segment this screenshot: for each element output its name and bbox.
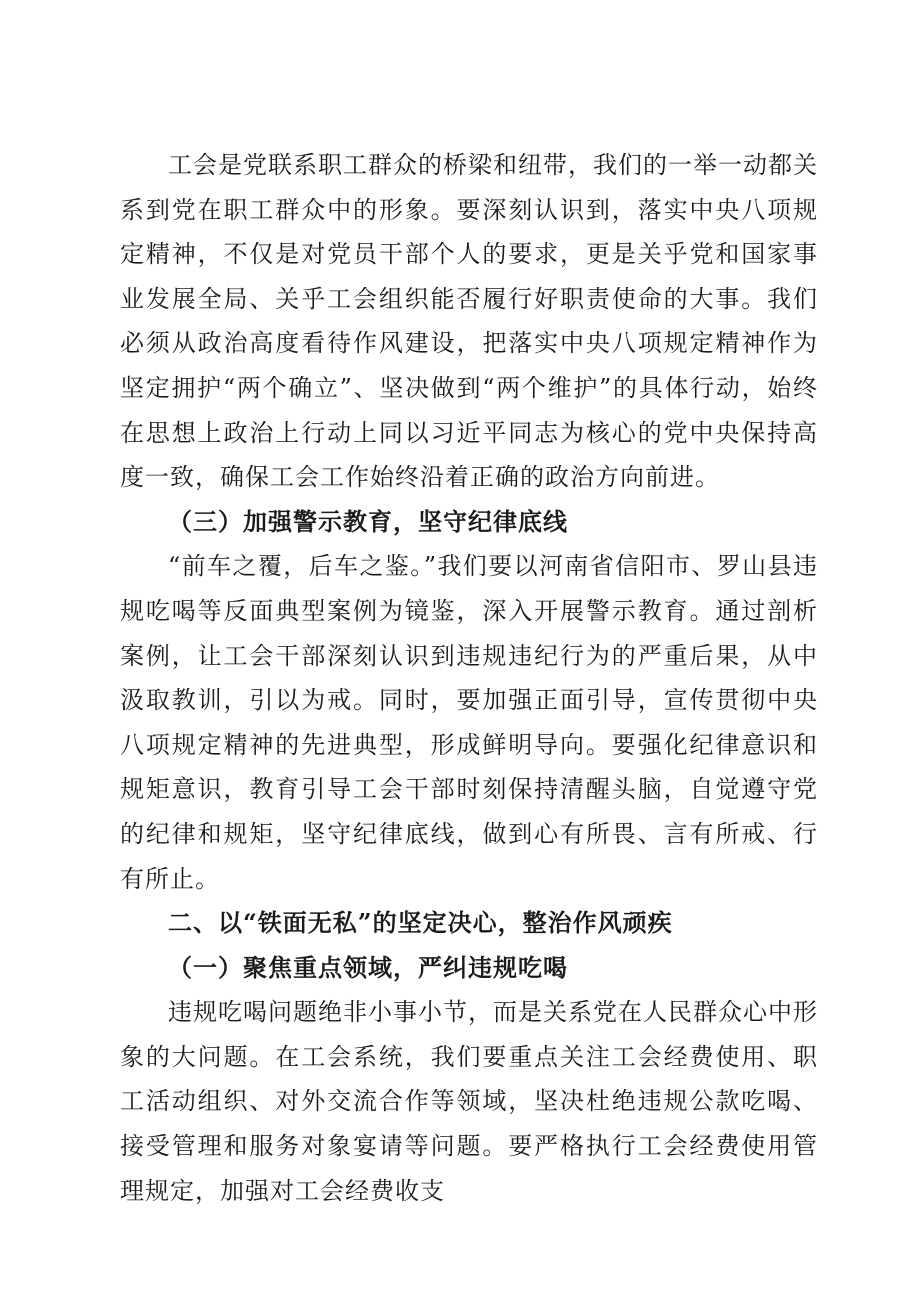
paragraph-warning-education: “前车之覆，后车之鉴。”我们要以河南省信阳市、罗山县违规吃喝等反面典型案例为镜鉴，深入开展警示教育。通过剖析案例，让工会干部深刻认识到违规违纪行为的严重后果，从中汲取教训，引以为戒。同时，要加强正面引导，宣传贯彻中央八项规定精神的先进典型，形成鲜明导向。要强化纪律意识和规矩意识，教育引导工会干部时刻保持清醒头脑，自觉遵守党的纪律和规矩，坚守纪律底线，做到心有所畏、言有所戒、行有所止。 bbox=[120, 552, 818, 893]
paragraph-key-areas: 违规吃喝问题绝非小事小节，而是关系党在人民群众心中形象的大问题。在工会系统，我们要重点关注工会经费使用、职工活动组织、对外交流合作等领域，坚决杜绝违规公款吃喝、接受管理和服务对象宴请等问题。要严格执行工会经费使用管理规定，加强对工会经费收支 bbox=[120, 998, 818, 1205]
paragraph-trade-union-bridge: 工会是党联系职工群众的桥梁和纽带，我们的一举一动都关系到党在职工群众中的形象。要深刻认识到，落实中央八项规定精神，不仅是对党员干部个人的要求，更是关乎党和国家事业发展全局、关乎工会组织能否履行好职责使命的大事。我们必须从政治高度看待作风建设，把落实中央八项规定精神作为坚定拥护“两个确立”、坚决做到“两个维护”的具体行动，始终在思想上政治上行动上同以习近平同志为核心的党中央保持高度一致，确保工会工作始终沿着正确的政治方向前进。 bbox=[120, 151, 818, 492]
heading-key-areas: （一）聚焦重点领域，严纠违规吃喝 bbox=[168, 952, 568, 982]
heading-warning-education: （三）加强警示教育，坚守纪律底线 bbox=[168, 506, 568, 536]
document-body bbox=[120, 143, 818, 1213]
heading-section-two: 二、以“铁面无私”的坚定决心，整治作风顽疾 bbox=[168, 908, 673, 938]
